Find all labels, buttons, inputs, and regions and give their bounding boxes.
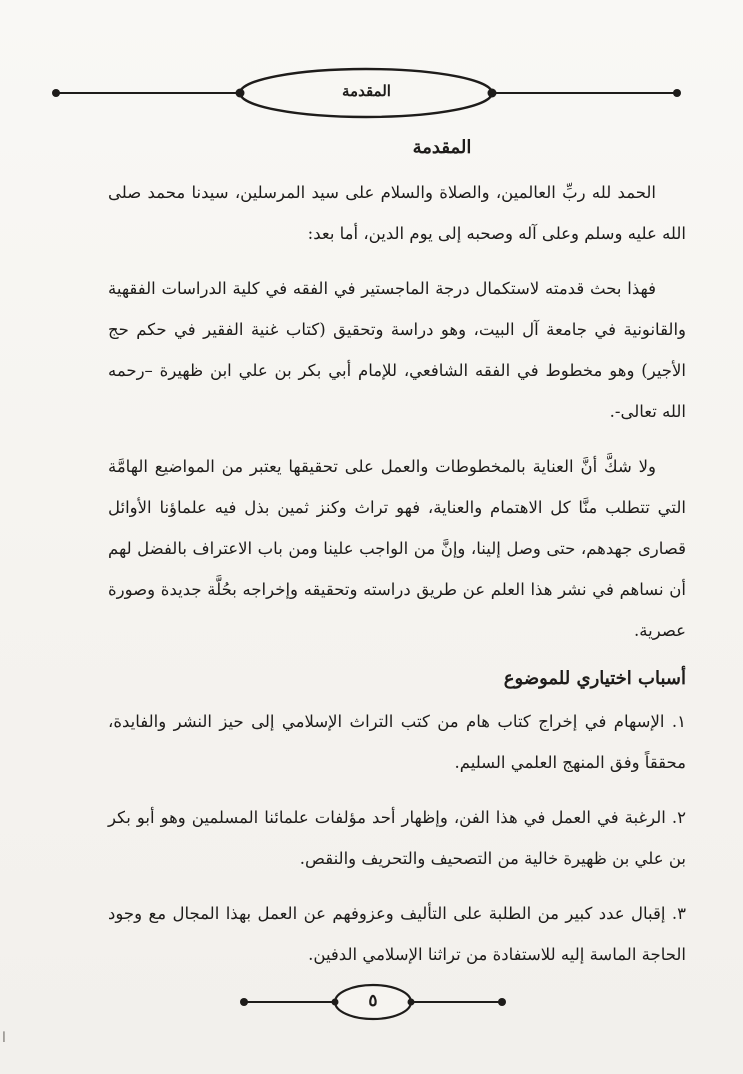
page-number: ٥ — [368, 991, 378, 1011]
list-item — [108, 797, 686, 879]
margin-mark: ا — [2, 1030, 6, 1046]
page-content — [108, 134, 686, 989]
list-text: إقبال عدد كبير من الطلبة على التأليف وعزوفهم عن العمل بهذا المجال مع وجود الحاجة الماسة إليه للاستفادة من تراثنا الإسلامي الدفين. — [108, 904, 686, 964]
section-title: المقدمة — [412, 137, 472, 158]
list-text: الإسهام في إخراج كتاب هام من كتب التراث الإسلامي إلى حيز النشر والفايدة، محققاً وفق المنهج العلمي السليم. — [108, 712, 686, 772]
list-number: ٢. — [671, 808, 686, 827]
page-footer — [238, 982, 508, 1022]
paragraph-manuscripts: ولا شكَّ أنَّ العناية بالمخطوطات والعمل على تحقيقها يعتبر من المواضيع الهامَّة التي تتطلب منَّا كل الاهتمام والعناية، فهو تراث وكنز ثمين بذل فيه علماؤنا الأوائل قصارى جهدهم، حتى وصل إلينا، وإنَّ من الواجب علينا ومن باب الاعتراف بالفضل لهم أن نساهم في نشر هذا العلم عن طريق دراسته وتحقيقه وإخراجه بحُلَّة جديدة وصورة عصرية. — [108, 457, 686, 640]
paragraph-research: فهذا بحث قدمته لاستكمال درجة الماجستير في الفقه في كلية الدراسات الفقهية والقانونية في جامعة آل البيت، وهو دراسة وتحقيق (كتاب غنية الفقير في حكم حج الأجير) وهو مخطوط في الفقه الشافعي، للإمام أبي بكر بن علي ابن ظهيرة –رحمه الله تعالى-. — [108, 279, 686, 421]
list-number: ٣. — [671, 904, 687, 923]
list-item — [108, 893, 686, 975]
list-text: الرغبة في العمل في هذا الفن، وإظهار أحد مؤلفات علمائنا المسلمين وهو أبو بكر بن علي بن ظهيرة خالية من التصحيف والتحريف والنقص. — [108, 808, 686, 868]
paragraph-intro: الحمد لله ربِّ العالمين، والصلاة والسلام على سيد المرسلين، سيدنا محمد صلى الله عليه وسلم وعلى آله وصحبه إلى يوم الدين، أما بعد: — [108, 183, 686, 243]
list-number: ١. — [671, 712, 687, 731]
list-item — [108, 701, 686, 783]
subheading-reasons: أسباب اختياري للموضوع — [503, 668, 686, 689]
running-header-title: المقدمة — [342, 82, 391, 100]
running-header — [50, 66, 683, 122]
